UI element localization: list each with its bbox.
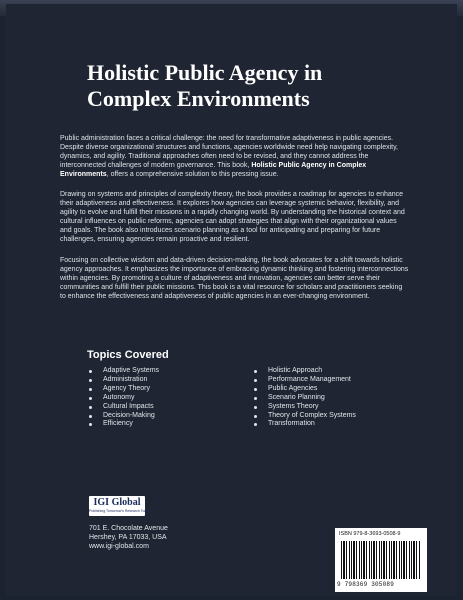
topic-item: Cultural Impacts (87, 403, 159, 412)
p1-text-a: Public administration faces a critical challenge: the need for transformative adaptiveness in public agencies. Despite diverse organizational structures and functions, agencies worldwide need help navigating complexity, dynamics, and agility. Traditional approaches often need to be revised, and they cannot address the interconnected challenges of modern governance. This book, (60, 135, 399, 169)
address-line-1: 701 E. Chocolate Avenue (89, 525, 168, 532)
topic-item: Autonomy (87, 394, 159, 403)
publisher-logo (89, 496, 151, 516)
address-line-2: Hershey, PA 17033, USA (89, 534, 167, 541)
publisher-address (89, 524, 168, 551)
topic-item: Agency Theory (87, 385, 159, 394)
topics-list-left (87, 367, 159, 429)
topic-item: Public Agencies (252, 385, 356, 394)
topic-item: Efficiency (87, 420, 159, 429)
topic-item: Systems Theory (252, 403, 356, 412)
title-line-2: Complex Environments (87, 86, 310, 111)
logo-tagline: Publishing Tomorrow's Research Today (89, 509, 151, 513)
topic-item: Theory of Complex Systems (252, 412, 356, 421)
topic-item: Decision-Making (87, 412, 159, 421)
logo-text: IGI Global (93, 497, 141, 508)
description-paragraph-1 (60, 134, 410, 179)
topic-item: Performance Management (252, 376, 356, 385)
p1-text-b: , offers a comprehensive solution to this pressing issue. (106, 171, 279, 178)
publisher-website: www.igi-global.com (89, 543, 149, 550)
p1-book-title: Holistic Public Agency in Complex Environments (60, 162, 367, 178)
topic-item: Holistic Approach (252, 367, 356, 376)
barcode-block (335, 528, 427, 592)
topic-item: Administration (87, 376, 159, 385)
book-title (87, 60, 387, 112)
barcode-number: 9 798369 305089 (337, 581, 395, 588)
topic-item: Scenario Planning (252, 394, 356, 403)
isbn-text: ISBN 979-8-3693-0508-9 (339, 531, 401, 537)
topic-item: Transformation (252, 420, 356, 429)
title-line-1: Holistic Public Agency in (87, 60, 323, 85)
description-paragraph-2: Drawing on systems and principles of complexity theory, the book provides a roadmap for agencies to enhance their adaptiveness and effectiveness. It explores how agencies can leverage systemic behavior, flexibility, and agility to evolve and fulfill their missions in a rapidly changing world. By understanding the historical context and cultural influences on public reforms, agencies can adopt strategies that align with their organizational values and goals. The book also introduces scenario planning as a tool for anticipating and preparing for future challenges, ensuring agencies remain proactive and resilient. (60, 191, 405, 243)
topics-list-right (252, 367, 356, 429)
barcode-bars (341, 541, 421, 579)
topic-item: Adaptive Systems (87, 367, 159, 376)
topics-heading: Topics Covered (87, 349, 169, 361)
description-paragraph-3: Focusing on collective wisdom and data-driven decision-making, the book advocates for a shift towards holistic agency approaches. It emphasizes the importance of embracing dynamic thinking and fostering interconnections within agencies. By promoting a culture of adaptiveness and innovation, agencies can better serve their communities and fulfill their public missions. This book is a vital resource for scholars and practitioners seeking to enhance the effectiveness and adaptiveness of public agencies in an ever-changing environment. (60, 257, 409, 300)
